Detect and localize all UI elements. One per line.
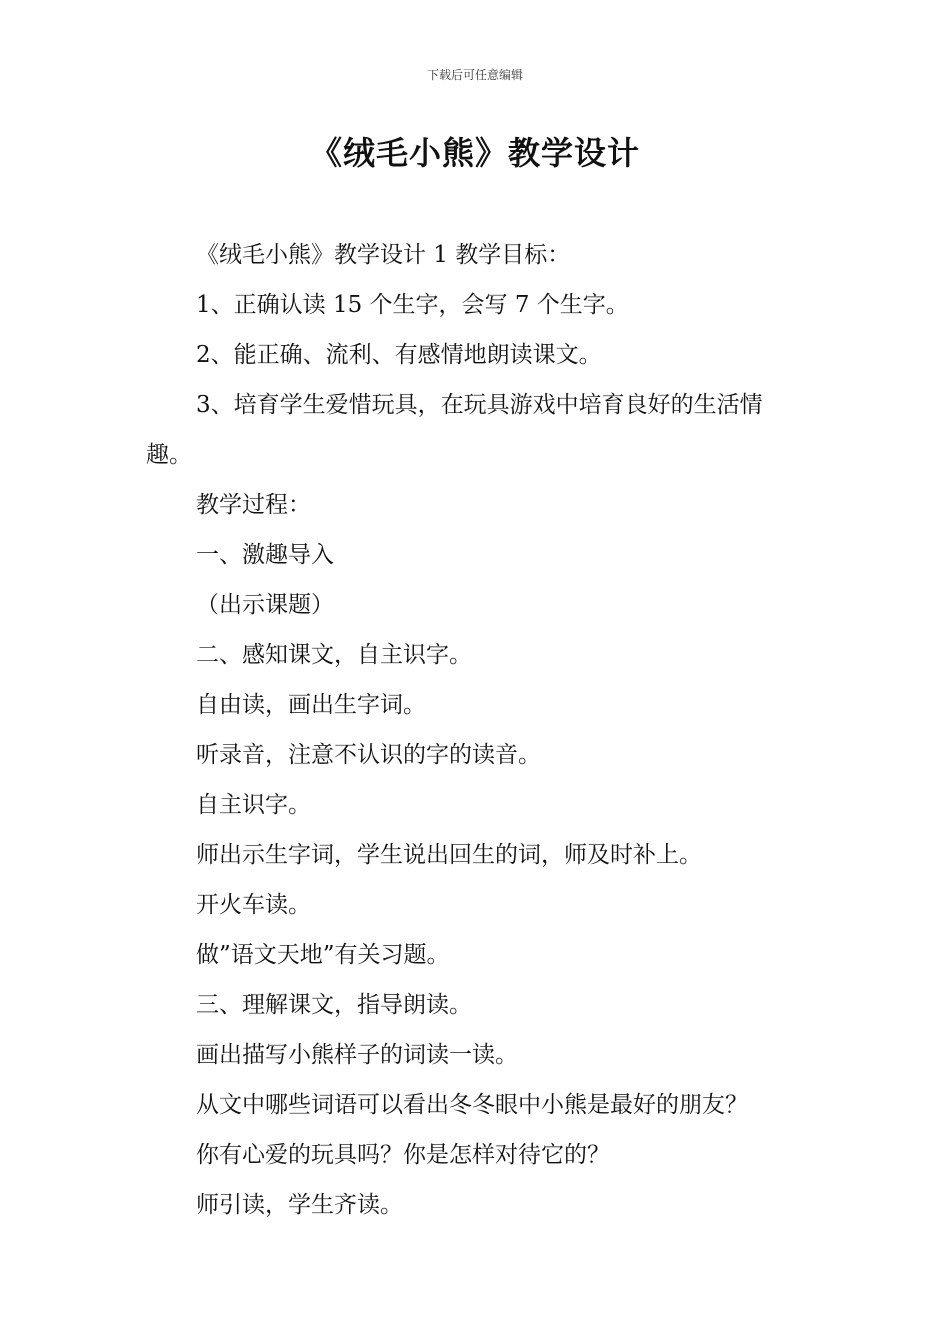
paragraph-objectives-heading: 《绒毛小熊》教学设计 1 教学目标：: [196, 242, 571, 268]
paragraph-section-3: 三、理解课文，指导朗读。: [196, 992, 472, 1018]
paragraph-section-1: 一、激趣导入: [196, 542, 334, 568]
paragraph-lead-read: 师引读，学生齐读。: [196, 1192, 403, 1218]
paragraph-describe-bear: 画出描写小熊样子的词读一读。: [196, 1042, 518, 1068]
document-body: [146, 230, 808, 1230]
paragraph-objective-2: 2、能正确、流利、有感情地朗读课文。: [196, 342, 602, 368]
paragraph-listen: 听录音，注意不认识的字的读音。: [196, 742, 541, 768]
paragraph-section-2: 二、感知课文，自主识字。: [196, 642, 472, 668]
document-title: 《绒毛小熊》教学设计: [309, 134, 640, 172]
paragraph-train-read: 开火车读。: [196, 892, 311, 918]
paragraph-process-heading: 教学过程：: [196, 492, 311, 518]
paragraph-teacher-show: 师出示生字词，学生说出回生的词，师及时补上。: [196, 842, 702, 868]
page-header-note: 下载后可任意编辑: [426, 68, 523, 82]
paragraph-self-study: 自主识字。: [196, 792, 311, 818]
paragraph-best-friend: 从文中哪些词语可以看出冬冬眼中小熊是最好的朋友？: [196, 1092, 748, 1118]
paragraph-favorite-toy: 你有心爱的玩具吗？你是怎样对待它的？: [196, 1142, 610, 1168]
paragraph-exercises: 做”语文天地”有关习题。: [196, 942, 450, 968]
paragraph-show-title: （出示课题）: [196, 592, 334, 618]
paragraph-objective-1: 1、正确认读 15 个生字，会写 7 个生字。: [196, 292, 629, 318]
paragraph-objective-3: 3、培育学生爱惜玩具，在玩具游戏中培育良好的生活情趣。: [146, 392, 763, 468]
paragraph-free-read: 自由读，画出生字词。: [196, 692, 426, 718]
